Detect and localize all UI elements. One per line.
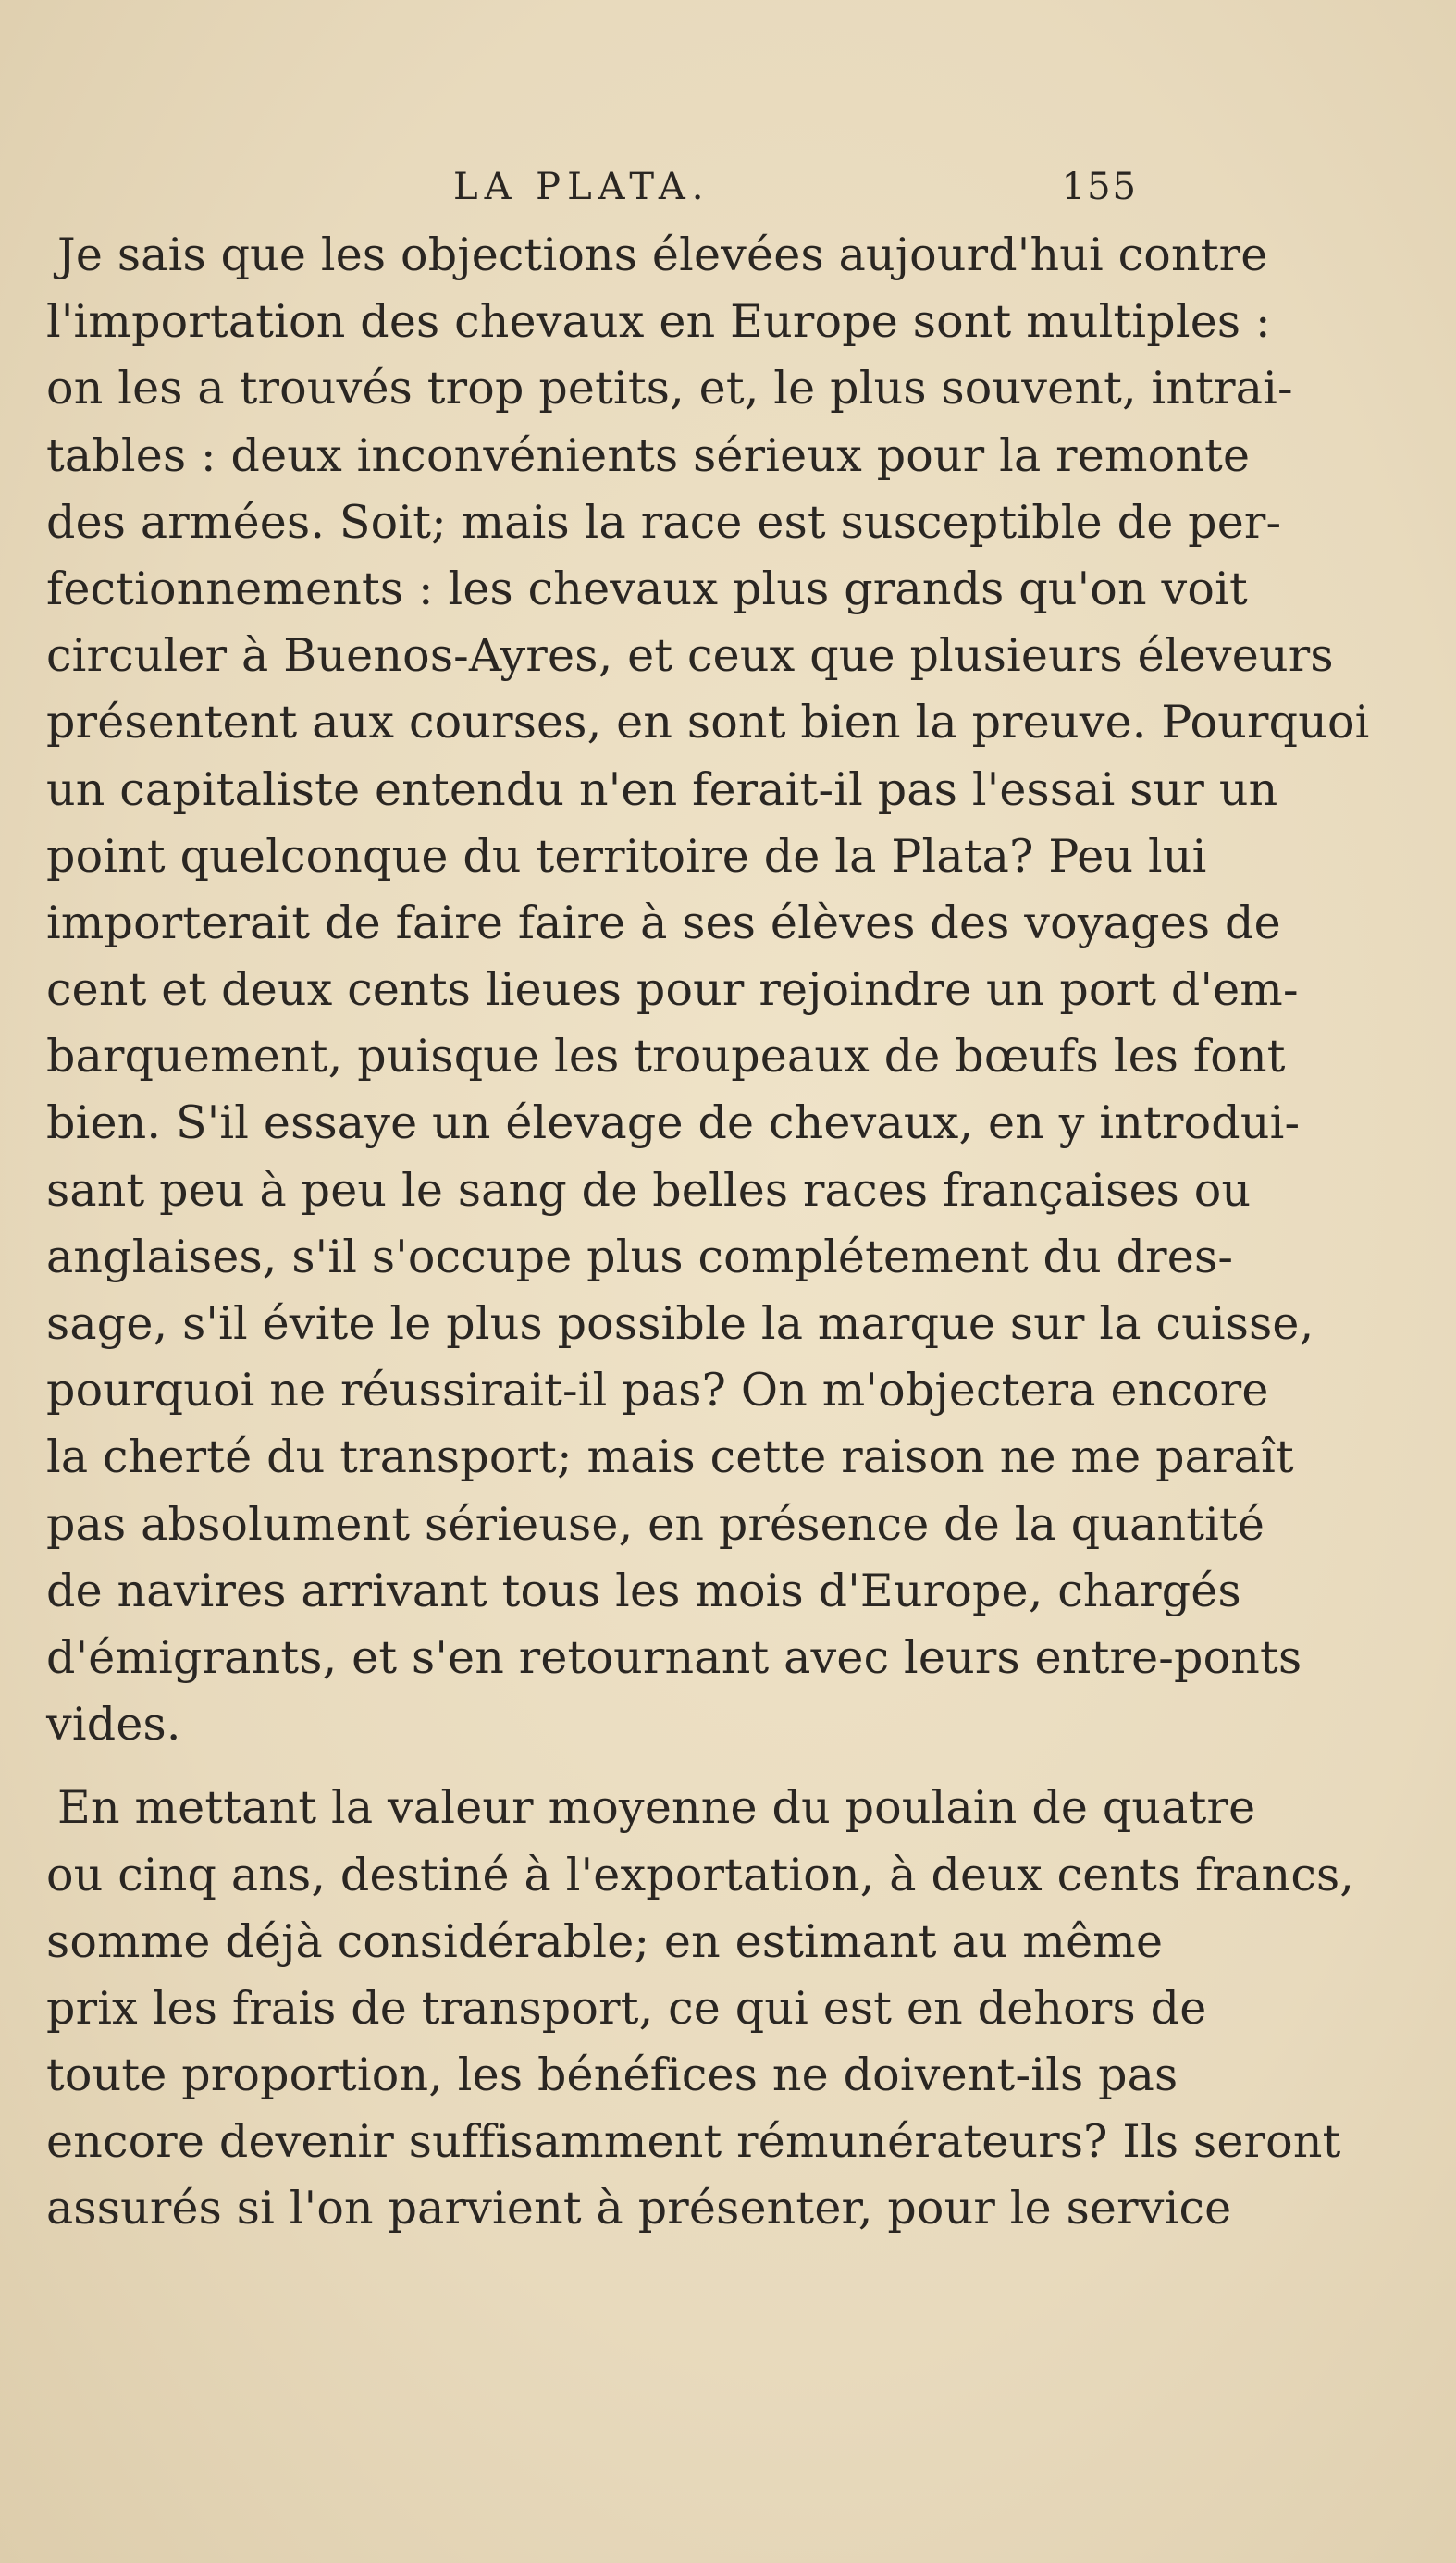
text-line: tables : deux inconvénients sérieux pour la remonte: [46, 428, 1251, 482]
text-line: Je sais que les objections élevées aujourd'hui contre: [57, 229, 1268, 281]
text-line: somme déjà considérable; en estimant au même: [46, 1914, 1164, 1968]
body-text: [46, 222, 1370, 2243]
paragraph: [46, 1775, 1355, 2242]
text-line: En mettant la valeur moyenne du poulain de quatre: [57, 1781, 1256, 1835]
text-line: d'émigrants, et s'en retournant avec leurs entre-ponts: [46, 1630, 1302, 1684]
text-line: prix les frais de transport, ce qui est en dehors de: [46, 1981, 1207, 2035]
text-line: assurés si l'on parvient à présenter, pour le service: [46, 2182, 1232, 2235]
text-line: on les a trouvés trop petits, et, le plus souvent, intrai-: [46, 362, 1293, 415]
text-line: de navires arrivant tous les mois d'Europe, chargés: [46, 1564, 1241, 1617]
text-line: la cherté du transport; mais cette raison ne me paraît: [46, 1430, 1294, 1484]
text-line: ou cinq ans, destiné à l'exportation, à deux cents francs,: [46, 1848, 1355, 1901]
text-line: des armées. Soit; mais la race est susceptible de per-: [46, 495, 1282, 549]
text-line: toute proportion, les bénéfices ne doivent-ils pas: [46, 2049, 1178, 2102]
text-line: cent et deux cents lieues pour rejoindre un port d'em-: [46, 963, 1299, 1017]
page-number: 155: [1061, 166, 1138, 208]
text-line: bien. S'il essaye un élevage de chevaux, en y introdui-: [46, 1096, 1301, 1150]
text-line: barquement, puisque les troupeaux de bœufs les font: [46, 1030, 1286, 1083]
text-line: pas absolument sérieuse, en présence de la quantité: [46, 1497, 1265, 1551]
text-line: point quelconque du territoire de la Plata? Peu lui: [46, 829, 1207, 883]
running-header: [453, 159, 1138, 215]
text-line: pourquoi ne réussirait-il pas? On m'objectera encore: [46, 1364, 1269, 1418]
text-line: circuler à Buenos-Ayres, et ceux que plusieurs éleveurs: [46, 629, 1334, 683]
text-line: vides.: [46, 1698, 181, 1752]
text-line: un capitaliste entendu n'en ferait-il pas l'essai sur un: [46, 762, 1278, 816]
text-line: fectionnements : les chevaux plus grands qu'on voit: [46, 562, 1248, 615]
text-line: sant peu à peu le sang de belles races françaises ou: [46, 1163, 1252, 1217]
text-line: importerait de faire faire à ses élèves des voyages de: [46, 896, 1281, 949]
text-line: anglaises, s'il s'occupe plus complétement du dres-: [46, 1230, 1234, 1283]
text-line: présentent aux courses, en sont bien la preuve. Pourquoi: [46, 696, 1370, 749]
text-line: encore devenir suffisamment rémunérateurs? Ils seront: [46, 2115, 1341, 2169]
paragraph: [46, 222, 1370, 1758]
text-line: sage, s'il évite le plus possible la marque sur la cuisse,: [46, 1297, 1314, 1350]
text-line: l'importation des chevaux en Europe sont multiples :: [46, 295, 1271, 349]
running-title: LA PLATA.: [453, 166, 710, 208]
